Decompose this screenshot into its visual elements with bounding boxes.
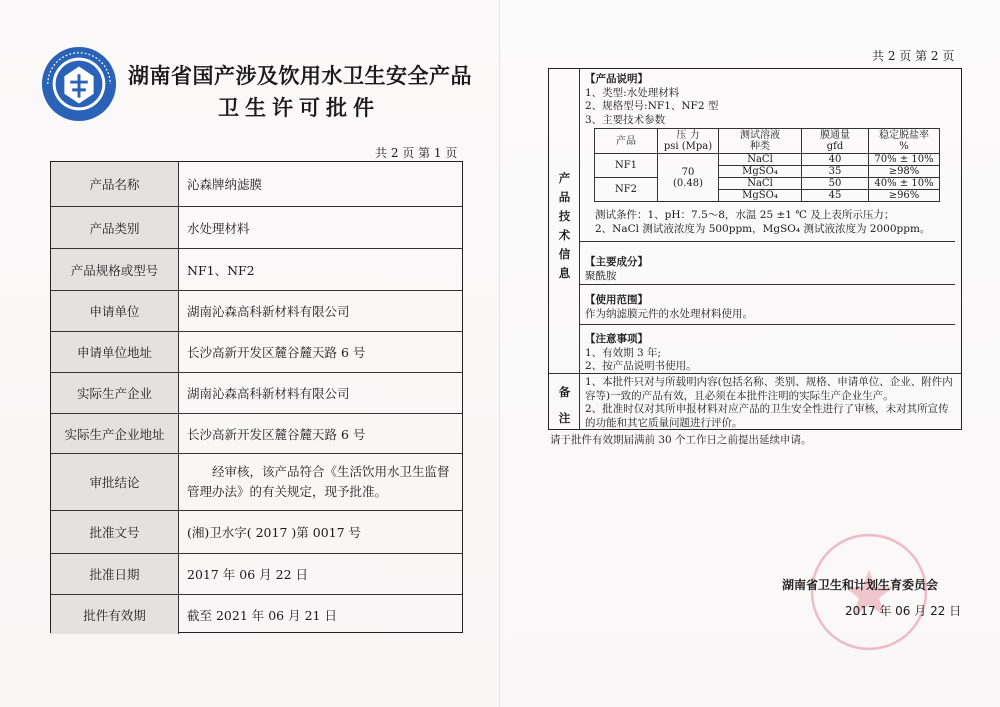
page-number: 共 2 页 第 2 页 (872, 49, 955, 63)
note-line: 2、按产品说明书使用。 (585, 360, 697, 372)
side-label-tech (549, 169, 580, 283)
renewal-note: 请于批件有效期届满前 30 个工作日之前提出延续申请。 (550, 434, 812, 446)
license-table (50, 161, 463, 633)
health-inspection-logo-icon (40, 45, 118, 123)
issue-date: 2017 年 06 月 22 日 (845, 604, 962, 618)
technical-parameters-table (594, 128, 940, 202)
row-label: 批准文号 (51, 511, 179, 553)
row-label: 实际生产企业地址 (51, 414, 179, 453)
row-value: 湖南沁森高科新材料有限公司 (187, 386, 350, 401)
side-char: 信 (558, 247, 571, 261)
row-label: 批准日期 (51, 554, 179, 594)
side-char: 术 (558, 228, 571, 242)
side-char: 品 (558, 190, 571, 204)
section-title: 【注意事项】 (585, 333, 648, 345)
condition-line: 测试条件：1、pH：7.5～8，水温 25 ±1 ℃ 及上表所示压力； (595, 209, 895, 221)
row-label: 申请单位地址 (51, 332, 179, 372)
notes-section (580, 324, 955, 374)
row-label: 批件有效期 (51, 595, 179, 634)
spec-rejection: ≥98% (869, 166, 940, 178)
side-char: 产 (558, 171, 571, 185)
spec-pressure: 70 (0.48) (658, 154, 719, 202)
spec-rejection: 70% ± 10% (869, 154, 940, 166)
spec-header: 压 力 psi (Mpa) (658, 129, 719, 154)
usage-value: 作为纳滤膜元件的水处理材料使用。 (585, 307, 753, 320)
row-value: (湘)卫水字( 2017 )第 0017 号 (187, 525, 362, 540)
row-label: 申请单位 (51, 291, 179, 331)
table-row (51, 553, 462, 594)
test-conditions (585, 209, 955, 236)
section-title: 【使用范围】 (585, 294, 648, 306)
row-value: 长沙高新开发区麓谷麓天路 6 号 (187, 426, 366, 442)
condition-line: 2、NaCl 测试液浓度为 500ppm，MgSO₄ 测试液浓度为 2000ppm。 (595, 222, 931, 235)
spec-flux: 35 (802, 166, 869, 178)
remark-line: 2、批准时仅对其所申报材料对应产品的卫生安全性进行了审核，未对其所宣传的功能和其它质量问题进行评价。 (585, 403, 949, 429)
row-value: 经审核，该产品符合《生活饮用水卫生监督管理办法》的有关规定，现予批准。 (187, 464, 450, 499)
spec-header: 稳定脱盐率 % (869, 129, 940, 154)
spec-product: NF2 (595, 178, 658, 202)
ingredients-section (580, 241, 955, 283)
row-value: 长沙高新开发区麓谷麓天路 6 号 (187, 345, 366, 360)
row-value: 2017 年 06 月 22 日 (187, 567, 308, 582)
side-char: 注 (558, 411, 571, 425)
usage-section (580, 284, 955, 321)
spec-solution: MgSO₄ (719, 166, 802, 178)
desc-line: 2、规格型号:NF1、NF2 型 (585, 100, 719, 112)
ingredients-value: 聚酰胺 (585, 269, 617, 282)
spec-solution: MgSO₄ (719, 190, 802, 202)
spec-solution: NaCl (719, 154, 802, 166)
spec-product: NF1 (595, 154, 658, 178)
table-row (51, 594, 462, 634)
remarks-section (585, 376, 955, 430)
table-row (51, 372, 462, 413)
section-title: 【主要成分】 (585, 256, 648, 268)
desc-line: 3、主要技术参数 (585, 113, 666, 126)
section-title: 【产品说明】 (585, 73, 648, 85)
row-label: 审批结论 (51, 454, 179, 510)
row-value: 截至 2021 年 06 月 21 日 (187, 607, 337, 623)
desc-line: 1、类型:水处理材料 (585, 86, 680, 99)
side-label-remarks (549, 379, 580, 431)
table-row (51, 162, 462, 206)
spec-header: 膜通量 gfd (802, 129, 869, 154)
spec-header: 测试溶液 种类 (719, 129, 802, 154)
spec-flux: 45 (802, 190, 869, 202)
product-info-box (548, 68, 962, 430)
row-label: 产品规格或型号 (51, 249, 179, 290)
row-label: 实际生产企业 (51, 373, 179, 413)
row-value: 沁森牌纳滤膜 (187, 177, 263, 192)
issuing-authority: 湖南省卫生和计划生育委员会 (782, 578, 939, 592)
side-char: 备 (558, 385, 571, 399)
table-row (51, 453, 462, 510)
table-row (51, 331, 462, 372)
product-description (585, 73, 955, 127)
side-char: 息 (558, 266, 571, 280)
document-title: 湖南省国产涉及饮用水卫生安全产品 (128, 64, 472, 88)
table-row (51, 248, 462, 290)
row-value: NF1、NF2 (187, 262, 255, 278)
spec-flux: 50 (802, 178, 869, 190)
row-label: 产品类别 (51, 207, 179, 248)
spec-flux: 40 (802, 154, 869, 166)
table-row (51, 206, 462, 248)
spec-rejection: 40% ± 10% (869, 178, 940, 190)
row-value: 湖南沁森高科新材料有限公司 (187, 304, 350, 319)
spec-solution: NaCl (719, 178, 802, 190)
note-line: 1、有效期 3 年; (585, 346, 662, 359)
remark-line: 1、本批件只对与所载明内容(包括名称、类别、规格、申请单位、企业、附件内容等)一致的产品有效，且必须在本批件注明的实际生产企业生产。 (585, 376, 953, 402)
side-char: 技 (558, 209, 571, 223)
spec-rejection: ≥96% (869, 190, 940, 202)
row-value: 水处理材料 (187, 220, 250, 236)
table-row (51, 510, 462, 553)
row-label: 产品名称 (51, 162, 179, 206)
document-subtitle: 卫生许可批件 (218, 96, 380, 120)
table-row (51, 290, 462, 331)
page-number: 共 2 页 第 1 页 (375, 146, 458, 160)
spec-header: 产品 (595, 129, 658, 154)
table-row (51, 413, 462, 453)
